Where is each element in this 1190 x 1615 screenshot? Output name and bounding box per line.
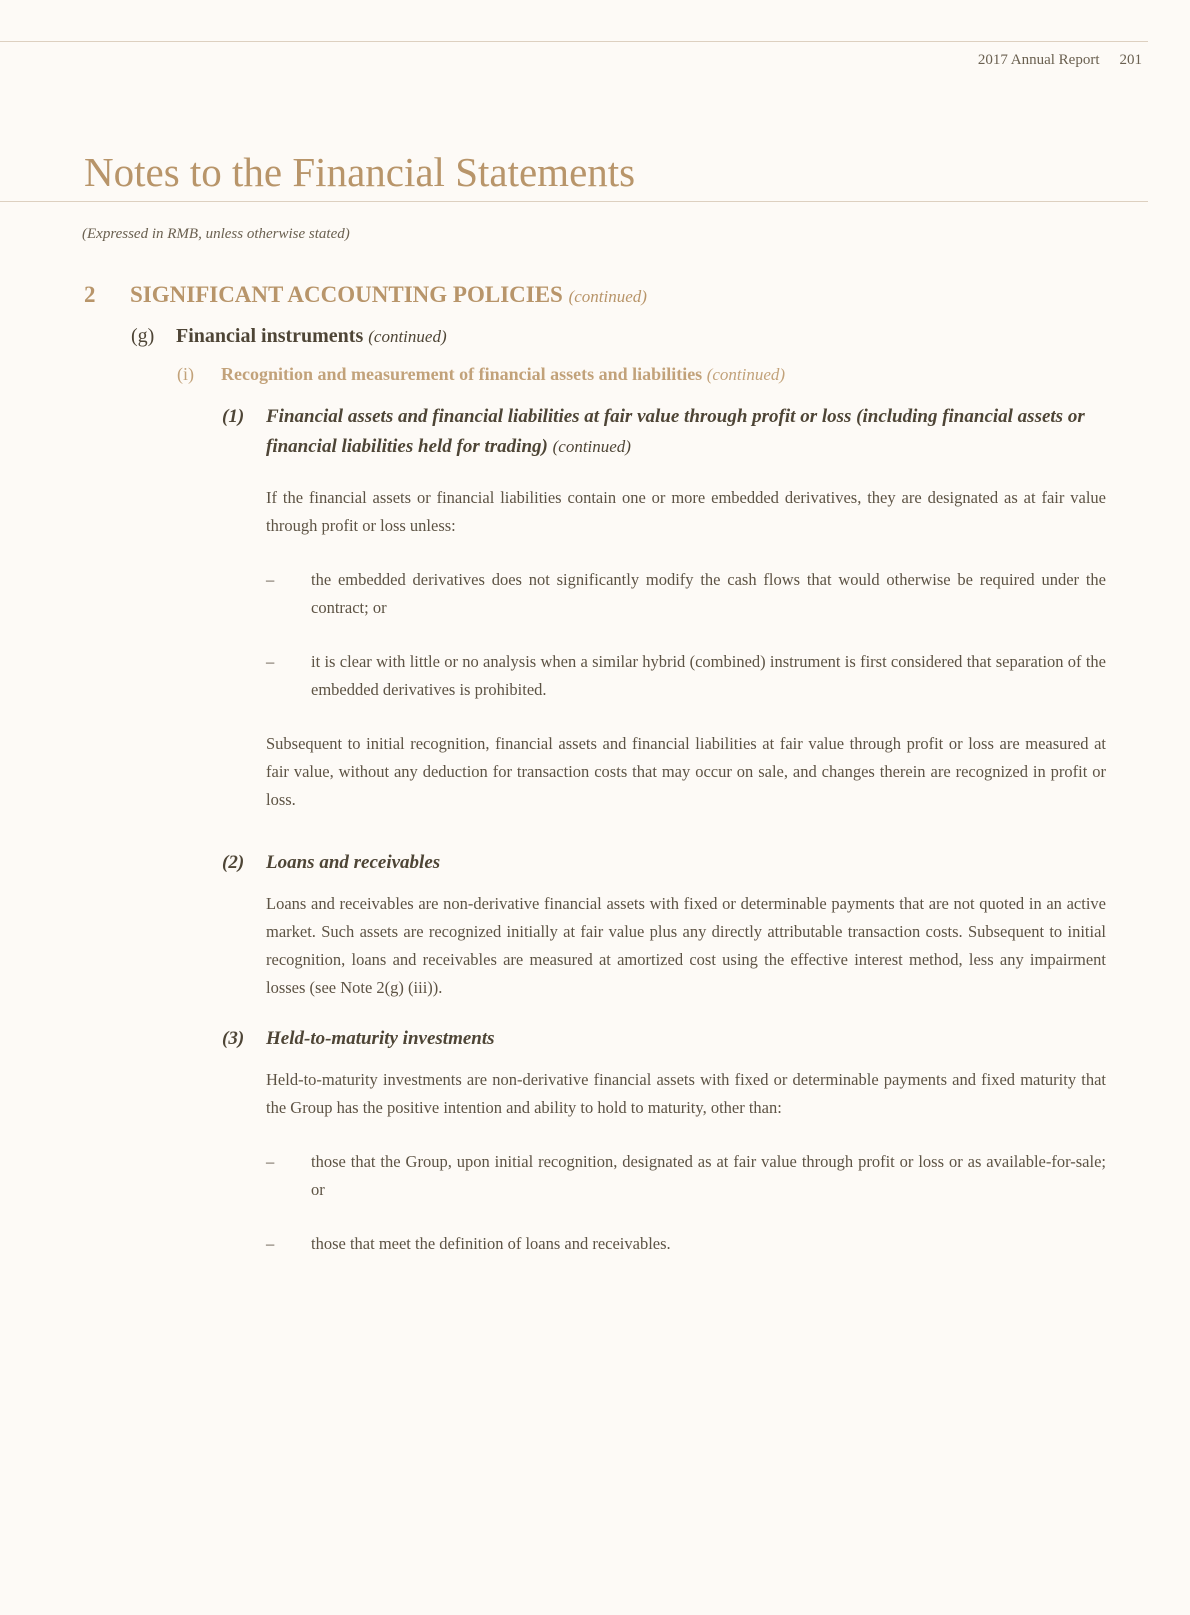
bullet-item <box>266 1230 1106 1258</box>
dash: – <box>266 570 275 589</box>
item-number: (3) <box>222 1028 245 1049</box>
paragraph: Loans and receivables are non-derivative financial assets with fixed or determinable payments that are not quoted in an active market. Such assets are recognized initially at fair value plus any directly attributable transaction costs. Subsequent to initial recognition, loans and receivables are measured at amortized cost using the effective interest method, less any impairment losses (see Note 2(g) (iii)). <box>266 894 1106 997</box>
subsection-i-heading <box>177 364 785 385</box>
page-title: Notes to the Financial Statements <box>84 149 636 195</box>
item-label: Financial assets and financial liabilities at fair value through profit or loss (including financial assets or financial liabilities held for trading) <box>266 406 1085 457</box>
subsection-number: (i) <box>177 364 194 384</box>
paragraph: Held-to-maturity investments are non-derivative financial assets with fixed or determinable payments and fixed maturity that the Group has the positive intention and ability to hold to maturity, other than: <box>266 1070 1106 1117</box>
continued-label: (continued) <box>368 327 447 346</box>
bullet-text: those that the Group, upon initial recognition, designated as at fair value through profit or loss or as available-for-sale; or <box>311 1152 1106 1199</box>
subsection-label: Recognition and measurement of financial assets and liabilities <box>221 364 703 384</box>
item-1-heading <box>222 402 1106 462</box>
subsection-label: Financial instruments <box>176 325 364 347</box>
subsection-g-heading <box>131 325 447 348</box>
dash: – <box>266 1152 275 1171</box>
bullet-item <box>266 1148 1106 1204</box>
item-3-heading <box>222 1024 1106 1054</box>
continued-label: (continued) <box>706 365 786 384</box>
report-name: 2017 Annual Report <box>977 52 1100 68</box>
subtitle: (Expressed in RMB, unless otherwise stated) <box>82 226 350 242</box>
item-label: Loans and receivables <box>266 852 441 873</box>
item-label: Held-to-maturity investments <box>266 1028 495 1049</box>
bullet-text: it is clear with little or no analysis when a similar hybrid (combined) instrument is first considered that separation of the embedded derivatives is prohibited. <box>311 652 1106 699</box>
dash: – <box>266 652 275 671</box>
section-label: SIGNIFICANT ACCOUNTING POLICIES <box>130 282 563 307</box>
section-number: 2 <box>84 282 96 307</box>
top-rule <box>0 41 1148 42</box>
subsection-number: (g) <box>131 325 155 347</box>
continued-label: (continued) <box>552 437 631 456</box>
bullet-item <box>266 648 1106 704</box>
paragraph: If the financial assets or financial liabilities contain one or more embedded derivatives, they are designated as at fair value through profit or loss unless: <box>266 488 1106 535</box>
bullet-text: the embedded derivatives does not significantly modify the cash flows that would otherwise be required under the contract; or <box>311 570 1106 617</box>
page-header <box>958 52 1142 69</box>
bullet-item <box>266 566 1106 622</box>
item-number: (2) <box>222 852 245 873</box>
continued-label: (continued) <box>568 287 647 306</box>
section-heading <box>84 282 647 308</box>
paragraph: Subsequent to initial recognition, financial assets and financial liabilities at fair value through profit or loss are measured at fair value, without any deduction for transaction costs that may occur on sale, and changes therein are recognized in profit or loss. <box>266 734 1106 809</box>
item-number: (1) <box>222 406 245 427</box>
page-number: 201 <box>1119 52 1142 68</box>
title-rule <box>0 201 1148 202</box>
bullet-text: those that meet the definition of loans and receivables. <box>311 1234 671 1253</box>
item-2-heading <box>222 848 1106 878</box>
dash: – <box>266 1234 275 1253</box>
body-content <box>222 402 1106 1258</box>
